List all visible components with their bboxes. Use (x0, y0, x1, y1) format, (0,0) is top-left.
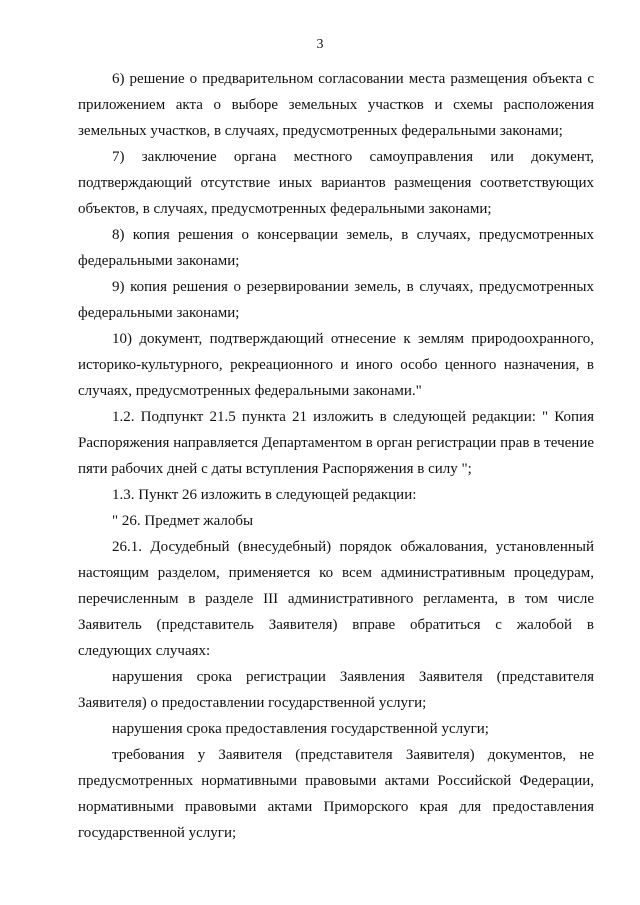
paragraph-1-3: 1.3. Пункт 26 изложить в следующей редакции: (112, 487, 417, 503)
paragraph-item-7: 7) заключение органа местного самоуправления или документ, подтверждающий отсутствие иных вариантов размещения соответствующих объектов, в случаях, предусмотренных федеральными законами; (78, 149, 594, 217)
page-number: 3 (316, 37, 324, 52)
section-26-heading: " 26. Предмет жалобы (112, 513, 254, 529)
paragraph-26-1: 26.1. Досудебный (внесудебный) порядок обжалования, установленный настоящим разделом, применяется ко всем административным процедурам, перечисленным в разделе III административного регламента, в том числе Заявитель (представитель Заявителя) вправе обратиться с жалобой в следующих случаях: (78, 539, 594, 659)
paragraph-1-2: 1.2. Подпункт 21.5 пункта 21 изложить в следующей редакции: " Копия Распоряжения направляется Департаментом в орган регистрации прав в течение пяти рабочих дней с даты вступления Распоряжения в силу "; (78, 409, 594, 477)
paragraph-item-10: 10) документ, подтверждающий отнесение к землям природоохранного, историко-культурного, рекреационного и иного особо ценного назначения, в случаях, предусмотренных федеральными законами." (78, 331, 594, 399)
paragraph-item-8: 8) копия решения о консервации земель, в случаях, предусмотренных федеральными законами; (78, 227, 594, 269)
paragraph-item-6: 6) решение о предварительном согласовании места размещения объекта с приложением акта о выборе земельных участков и схемы расположения земельных участков, в случаях, предусмотренных федеральными законами; (78, 71, 594, 139)
case-registration-delay: нарушения срока регистрации Заявления Заявителя (представителя Заявителя) о предоставлении государственной услуги; (78, 669, 594, 711)
paragraph-item-9: 9) копия решения о резервировании земель, в случаях, предусмотренных федеральными законами; (78, 279, 594, 321)
document-body (78, 66, 594, 846)
case-extra-documents: требования у Заявителя (представителя Заявителя) документов, не предусмотренных нормативными правовыми актами Российской Федерации, нормативными правовыми актами Приморского края для предоставления государственной услуги; (78, 747, 594, 841)
case-service-delay: нарушения срока предоставления государственной услуги; (112, 721, 489, 737)
